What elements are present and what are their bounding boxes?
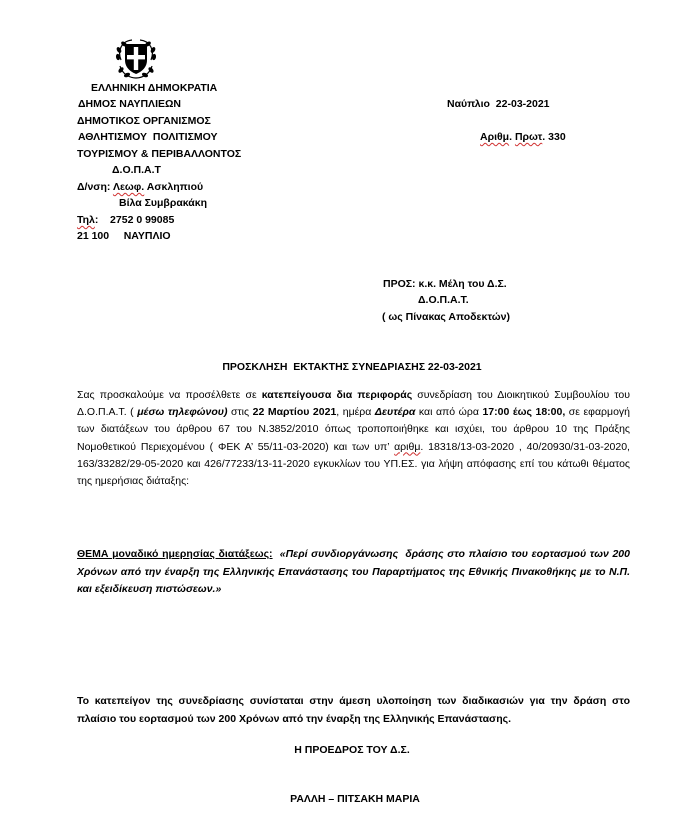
protocol-number: Αριθμ. Πρωτ. 330 <box>480 131 566 143</box>
phone-label: Τηλ <box>77 214 95 226</box>
protocol-label-2: Πρωτ <box>514 131 543 143</box>
body-time: 17:00 έως 18:00, <box>482 406 566 419</box>
recipients-line-2: Δ.Ο.Π.Α.Τ. <box>418 294 469 306</box>
document-title: ΠΡΟΣΚΛΗΣΗ ΕΚΤΑΚΤΗΣ ΣΥΝΕΔΡΙΑΣΗΣ 22-03-2021 <box>222 361 482 373</box>
sender-phone <box>77 212 174 229</box>
protocol-value: 330 <box>548 131 566 143</box>
body-text-1: Σας προσκαλούμε να προσέλθετε σε <box>77 389 262 401</box>
body-text-7: . 18318/13-03-2020 , 40/20930/31-03-2020, 163/33282/29-05-2020 και 426/77233/13-11-2020 εγκυκλίων του ΥΠ.ΕΣ. για λήψη απόφασης επί του κάτωθι θέματος της ημερήσιας διάταξης: <box>77 440 630 488</box>
subject-label: ΘΕΜΑ μοναδικό ημερησίας διατάξεως: <box>77 548 273 560</box>
sender-line-1: ΕΛΛΗΝΙΚΗ ΔΗΜΟΚΡΑΤΙΑ <box>91 82 218 94</box>
body-bold-1: κατεπείγουσα δια περιφοράς <box>261 389 413 401</box>
sender-line-6: Δ.Ο.Π.Α.Τ <box>112 164 161 176</box>
address-abbr: Λεωφ. <box>112 181 145 193</box>
body-text-6: σε εφαρμογή των διατάξεων του άρθρου 67 του Ν.3852/2010 όπως τροποποιήθηκε και ισχύει, του άρθρου 10 της Πράξης Νομοθετικού Περιεχομένου ( ΦΕΚ Α’ 55/11-03-2020) και των υπ’ <box>77 406 631 453</box>
greek-coat-of-arms-icon <box>112 36 160 80</box>
sender-line-2: ΔΗΜΟΣ ΝΑΥΠΛΙΕΩΝ <box>78 98 181 110</box>
urgency-paragraph <box>77 693 630 728</box>
body-weekday: Δευτέρα <box>374 406 416 419</box>
sender-postal: 21 100 ΝΑΥΠΛΙΟ <box>77 230 171 242</box>
protocol-label-1: Αριθμ <box>480 131 510 143</box>
recipients-line-3: ( ως Πίνακας Αποδεκτών) <box>382 311 510 323</box>
body-date: 22 Μαρτίου 2021 <box>252 406 337 419</box>
sender-address <box>77 179 203 196</box>
urgency-text: Το κατεπείγον της συνεδρίασης συνίσταται στην άμεση υλοποίηση των διαδικασιών για την δράση στο πλαίσιο του εορτασμού των 200 Χρόνων από την έναρξη της Ελληνικής Επανάστασης. <box>77 695 630 725</box>
address-street: Ασκληπιού <box>146 181 204 193</box>
sender-line-4: ΑΘΛΗΤΙΣΜΟΥ ΠΟΛΙΤΙΣΜΟΥ <box>78 131 218 143</box>
sender-line-3: ΔΗΜΟΤΙΚΟΣ ΟΡΓΑΝΙΣΜΟΣ <box>77 115 211 127</box>
body-text-4: , ημέρα <box>336 406 375 419</box>
body-bold-italic-1: μέσω τηλεφώνου) <box>137 406 228 419</box>
recipients-line-1: ΠΡΟΣ: κ.κ. Μέλη του Δ.Σ. <box>383 278 507 290</box>
body-abbr: αριθμ <box>394 440 421 453</box>
sender-line-5: ΤΟΥΡΙΣΜΟΥ & ΠΕΡΙΒΑΛΛΟΝΤΟΣ <box>77 148 242 160</box>
body-text-3: στις <box>227 406 253 419</box>
body-text-2: συνεδρίαση του Διοικητικού Συμβουλίου του Δ.Ο.Π.Α.Τ. ( <box>77 389 631 419</box>
place-date: Ναύπλιο 22-03-2021 <box>447 98 550 110</box>
phone-value: : 2752 0 99085 <box>94 214 175 226</box>
sender-building: Βίλα Συμβρακάκη <box>119 197 208 209</box>
subject-text: «Περί συνδιοργάνωσης δράσης στο πλαίσιο του εορτασμού των 200 Χρόνων από την έναρξη της Ελληνικής Επανάστασης του Παραρτήματος της Εθνικής Πινακοθήκης με το Ν.Π. και εξειδίκευση πιστώσεων.» <box>77 548 633 595</box>
signature-name: ΡΑΛΛΗ – ΠΙΤΣΑΚΗ ΜΑΡΙΑ <box>290 793 420 805</box>
signature-role: Η ΠΡΟΕΔΡΟΣ ΤΟΥ Δ.Σ. <box>294 744 410 756</box>
body-text-5: και από ώρα <box>415 406 483 419</box>
subject-paragraph <box>77 546 633 599</box>
invitation-paragraph <box>77 387 630 490</box>
address-label: Δ/νση: <box>77 181 111 193</box>
